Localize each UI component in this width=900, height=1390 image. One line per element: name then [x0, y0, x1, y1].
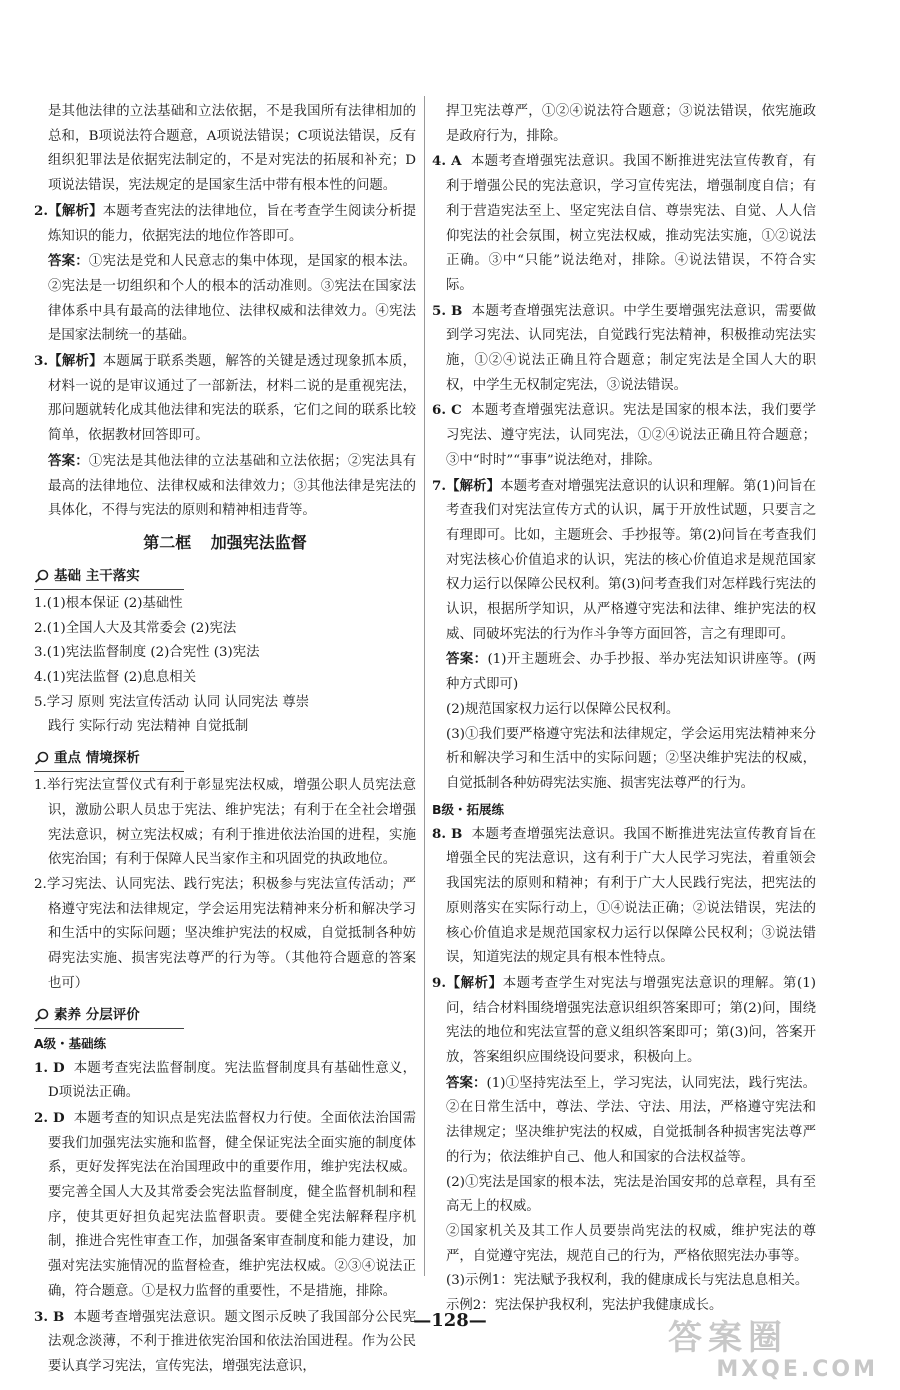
answer-a3: 3. B 本题考查增强宪法意识。题文图示反映了我国部分公民宪法观念淡薄，不利于推进依宪治国和依法治国进程。作为公民要认真学习宪法，宣传宪法，增强宪法意识， — [34, 1308, 417, 1374]
left-column — [34, 100, 416, 1380]
continued-answer: 是其他法律的立法基础和立法依据，不是我国所有法律相加的总和，B项说法符合题意，A项说法错误；C项说法错误，反有组织犯罪法是依据宪法制定的，不是对宪法的拓展和补充；D项说法错误，宪法规定的是国家生活中带有根本性的问题。 — [48, 104, 416, 194]
basic-line-6: 践行 实际行动 宪法精神 自觉抵制 — [48, 719, 249, 735]
magnifier-icon — [34, 751, 50, 765]
answer-9-ans-2a: (2)①宪法是国家的根本法，宪法是治国安邦的总章程，具有至高无上的权威。 — [446, 1174, 816, 1215]
question-2: 2.【解析】本题考查宪法的法律地位，旨在考查学生阅读分析提炼知识的能力，依据宪法的地位作答即可。 — [34, 202, 417, 244]
heading-key-points: 重点 情境探析 — [34, 746, 184, 772]
answer-9-ans-2b: ②国家机关及其工作人员要崇尚宪法的权威，维护宪法的尊严，自觉遵守宪法，规范自己的行为，严格依照宪法办事等。 — [446, 1223, 816, 1264]
question-3-answer: 答案：①宪法是其他法律的立法基础和立法依据；②宪法具有最高的法律地位、法律权威和法律效力；③其他法律是宪法的具体化，不得与宪法的原则和精神相违背等。 — [48, 452, 417, 519]
basic-line-1: 1.(1)根本保证 (2)基础性 — [34, 595, 183, 611]
basic-line-2: 2.(1)全国人大及其常委会 (2)宪法 — [34, 620, 237, 636]
answer-9-ans-3a: (3)示例1：宪法赋予我权利，我的健康成长与宪法息息相关。 — [446, 1273, 809, 1289]
answer-9: 9.【解析】本题考查学生对宪法与增强宪法意识的理解。第(1)问，结合材料围绕增强宪法意识组织答案即可；第(2)问，围绕宪法的地位和宪法宣誓的意义组织答案即可；第(3)问，答案开放，答案组织应围绕设问要求，积极向上。 — [432, 974, 817, 1066]
answer-4: 4. A 本题考查增强宪法意识。我国不断推进宪法宣传教育，有利于增强公民的宪法意识，学习宣传宪法，增强制度自信；有利于营造宪法至上、坚定宪法自信、尊崇宪法、自觉、人人信仰宪法的社会氛围，树立宪法权威，推动宪法实施，①②说法正确。③中“只能”说法绝对，排除。④说法错误，不符合实际。 — [432, 153, 817, 293]
magnifier-icon — [34, 1008, 50, 1022]
answer-a1: 1. D 本题考查宪法监督制度。宪法监督制度具有基础性意义，D项说法正确。 — [34, 1059, 416, 1101]
basic-line-4: 4.(1)宪法监督 (2)息息相关 — [34, 670, 197, 686]
answer-a2: 2. D 本题考查的知识点是宪法监督权力行使。全面依法治国需要我们加强宪法实施和监督，健全保证宪法全面实施的制度体系，更好发挥宪法在治国理政中的重要作用，维护宪法权威。要完善全国人大及其常委会宪法监督制度，健全监督机制和程序，使其更好担负起宪法监督职责。要健全宪法解释程序机制，推进合宪性审查工作，加强备案审查制度和能力建设，加强对宪法实施情况的监督检查，维护宪法权威。②③④说法正确，符合题意。①是权力监督的重要性，不是措施，排除。 — [34, 1109, 416, 1299]
column-divider — [424, 96, 425, 1276]
answer-9-ans-3b: 示例2：宪法保护我权利，宪法护我健康成长。 — [446, 1298, 723, 1314]
answer-8: 8. B 本题考查增强宪法意识。我国不断推进宪法宣传教育旨在增强全民的宪法意识，这有利于广大人民学习宪法，着重领会我国宪法的原则和精神；有利于广大人民践行宪法，把宪法的原则落实在实际行动上，①④说法正确；②说法错误，宪法的核心价值追求是规范国家权力运行以保障公民权利；③说法错误，知道宪法的规定具有根本性特点。 — [432, 825, 816, 966]
answer-5: 5. B 本题考查增强宪法意识。中学生要增强宪法意识，需要做到学习宪法、认同宪法，自觉践行宪法精神，积极推动宪法实施，①②④说法正确且符合题意；制定宪法是全国人大的职权，中学生无权制定宪法，③说法错误。 — [432, 302, 816, 393]
question-3: 3.【解析】本题属于联系类题，解答的关键是透过现象抓本质，材料一说的是审议通过了一部新法，材料二说的是重视宪法，那问题就转化成其他法律和宪法的联系，它们之间的联系比较简单，依据教材回答即可。 — [34, 353, 417, 444]
magnifier-icon — [34, 569, 50, 583]
key-point-1: 1.举行宪法宣誓仪式有利于彰显宪法权威，增强公职人员宪法意识，激励公职人员忠于宪法、维护宪法；有利于在全社会增强宪法意识，树立宪法权威；有利于推进依法治国的进程，实施依宪治国；有利于保障人民当家作主和巩固党的执政地位。 — [34, 778, 416, 868]
answer-7-ans-2: (2)规范国家权力运行以保障公民权利。 — [446, 701, 680, 717]
answer-9-ans-1: 答案：(1)①坚持宪法至上，学习宪法，认同宪法，践行宪法。②在日常生活中，尊法、学法、守法、用法，严格遵守宪法和法律规定；坚决维护宪法的权威，自觉抵制各种损害宪法尊严的行为；依法维护自己、他人和国家的合法权益等。 — [446, 1074, 817, 1165]
watermark-logo: 答案圈 MXQE.COM — [668, 1318, 878, 1382]
question-2-answer: 答案：①宪法是党和人民意志的集中体现，是国家的根本法。②宪法是一切组织和个人的根本的活动准则。③宪法在国家法律体系中具有最高的法律地位、法律权威和法律效力。④宪法是国家法制统一的基础。 — [48, 253, 417, 344]
heading-evaluation: 素养 分层评价 — [34, 1003, 184, 1029]
answer-7: 7.【解析】本题考查对增强宪法意识的认识和理解。第(1)问旨在考查我们对宪法宣传方式的认识，属于开放性试题，只要言之有理即可。比如，主题班会、手抄报等。第(2)问旨在考查我们对宪法核心价值追求的认识，宪法的核心价值追求是规范国家权力运行以保障公民权利。第(3)问考查我们对怎样践行宪法的认识，根据所学知识，从严格遵守宪法和法律、维护宪法的权威、同破坏宪法的行为作斗争等方面回答，言之有理即可。 — [432, 477, 817, 642]
page-number: —128— — [413, 1310, 487, 1331]
continued-answer-right: 捍卫宪法尊严，①②④说法符合题意；③说法错误，依宪施政是政府行为，排除。 — [446, 104, 816, 144]
section-title: 第二框 加强宪法监督 — [143, 532, 307, 552]
heading-basics: 基础 主干落实 — [34, 564, 184, 590]
answer-7-ans-3: (3)①我们要严格遵守宪法和法律规定，学会运用宪法精神来分析和解决学习和生活中的实际问题；②坚决维护宪法的权威，自觉抵制各种妨碍宪法实施、损害宪法尊严的行为。 — [446, 726, 816, 791]
basic-line-5: 5.学习 原则 宪法宣传活动 认同 认同宪法 尊崇 — [34, 694, 310, 710]
level-b-label: B级・拓展练 — [432, 801, 505, 817]
right-column — [432, 100, 816, 1319]
answer-6: 6. C 本题考查增强宪法意识。宪法是国家的根本法，我们要学习宪法、遵守宪法，认同宪法，①②④说法正确且符合题意；③中“时时”“事事”说法绝对，排除。 — [432, 402, 816, 468]
level-a-label: A级・基础练 — [34, 1035, 107, 1051]
answer-7-ans-1: 答案：(1)开主题班会、办手抄报、举办宪法知识讲座等。(两种方式即可) — [446, 651, 816, 693]
key-point-2: 2.学习宪法、认同宪法、践行宪法；积极参与宪法宣传活动；严格遵守宪法和法律规定，学会运用宪法精神来分析和解决学习和生活中的实际问题；坚决维护宪法的权威，自觉抵制各种妨碍宪法实施、损害宪法尊严的行为等。（其他符合题意的答案也可） — [34, 876, 416, 991]
basic-line-3: 3.(1)宪法监督制度 (2)合宪性 (3)宪法 — [34, 645, 260, 661]
